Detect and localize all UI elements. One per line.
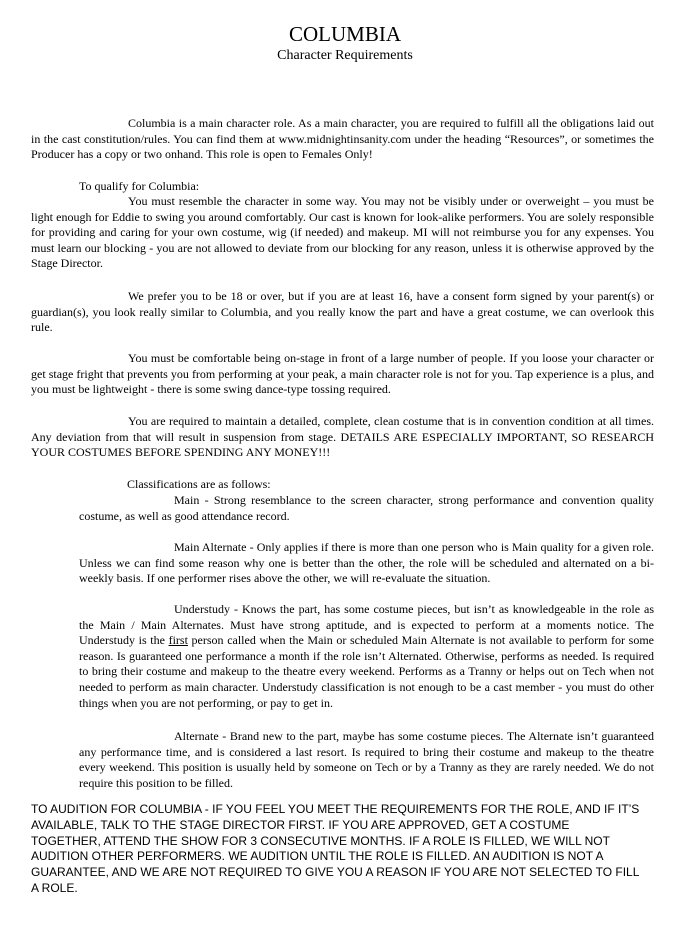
age-paragraph: We prefer you to be 18 or over, but if you are at least 16, have a consent form signed by your parent(s) or guardian(s), you look really similar to Columbia, and you really know the part and have a great costume, we can overlook this rule.: [31, 289, 654, 335]
stage-paragraph: You must be comfortable being on-stage in front of a large number of people. If you loose your character or get stage fright that prevents you from performing at your peak, a main character role is not for you. Tap experience is a plus, and you must be lightweight - there is some swing dance-type tossing required.: [31, 351, 654, 397]
understudy-text-before: Understudy - Knows the part, has some costume pieces, but isn’t as knowledgeable in the role as the Main / Main Alternates. Must have strong aptitude, and is expected to perform at a moments notice. The Understudy is the: [79, 602, 654, 648]
qualify-heading: To qualify for Columbia:: [79, 179, 200, 193]
qualify-paragraph: You must resemble the character in some way. You may not be visibly under or overweight – you must be light enough for Eddie to swing you around comfortably. Our cast is known for look-alike performers. You are solely responsible for providing and caring for your own costume, wig (if needed) and makeup. MI will not reimburse you for any expenses. You must learn our blocking - you are not allowed to deviate from our blocking for any reason, unless it is otherwise approved by the Stage Director.: [31, 194, 654, 271]
costume-paragraph: You are required to maintain a detailed, complete, clean costume that is in convention condition at all times. Any deviation from that will result in suspension from stage. DETAILS ARE ESPECIALLY IMPORTANT, SO RESEARCH YOUR COSTUMES BEFORE SPENDING ANY MONEY!!!: [31, 414, 654, 460]
understudy-emphasis: first: [168, 633, 188, 648]
document-subtitle: Character Requirements: [277, 48, 413, 63]
intro-paragraph: Columbia is a main character role. As a main character, you are required to fulfill all the obligations laid out in the cast constitution/rules. You can find them at www.midnightinsanity.com under the heading “Resources”, or sometimes the Producer has a copy or two onhand. This role is open to Females Only!: [31, 116, 654, 162]
closing-audition-notice: TO AUDITION FOR COLUMBIA - IF YOU FEEL YOU MEET THE REQUIREMENTS FOR THE ROLE, AND IF IT’S AVAILABLE, TALK TO THE STAGE DIRECTOR FIRST. IF YOU ARE APPROVED, GET A COSTUME TOGETHER, ATTEND THE SHOW FOR 3 CONSECUTIVE MONTHS. IF A ROLE IS FILLED, WE WILL NOT AUDITION OTHER PERFORMERS. WE AUDITION UNTIL THE ROLE IS FILLED. AN AUDITION IS NOT A GUARANTEE, AND WE ARE NOT REQUIRED TO GIVE YOU A REASON IF YOU ARE NOT SELECTED TO FILL A ROLE.: [31, 802, 640, 895]
document-title: COLUMBIA: [288, 22, 401, 46]
classifications-heading: Classifications are as follows:: [127, 477, 271, 491]
classification-main-alternate: Main Alternate - Only applies if there is more than one person who is Main quality for a given role. Unless we can find some reason why one is better than the other, the role will be scheduled and alternated on a bi-weekly basis. If one performer rises above the other, we will re-evaluate the situation.: [79, 540, 654, 586]
understudy-text-after: person called when the Main or scheduled Main Alternate is not available to perform for some reason. Is guaranteed one performance a month if the role isn’t Alternated. Otherwise, performs as needed. Is required to bring their costume and makeup to the theatre every weekend. Performs as a Tranny or helps out on Tech when not needed to perform as main character. Understudy classification is not enough to be a cast member - you must do other things when you are not performing, or pay to get in.: [79, 633, 655, 710]
classification-understudy: [79, 602, 654, 711]
classification-main: Main - Strong resemblance to the screen character, strong performance and convention quality costume, as well as good attendance record.: [79, 493, 654, 523]
classification-alternate: Alternate - Brand new to the part, maybe has some costume pieces. The Alternate isn’t guaranteed any performance time, and is considered a last resort. Is required to bring their costume and makeup to the theatre every weekend. This position is usually held by someone on Tech or by a Tranny as they are rarely needed. We do not require this position to be filled.: [79, 729, 654, 790]
